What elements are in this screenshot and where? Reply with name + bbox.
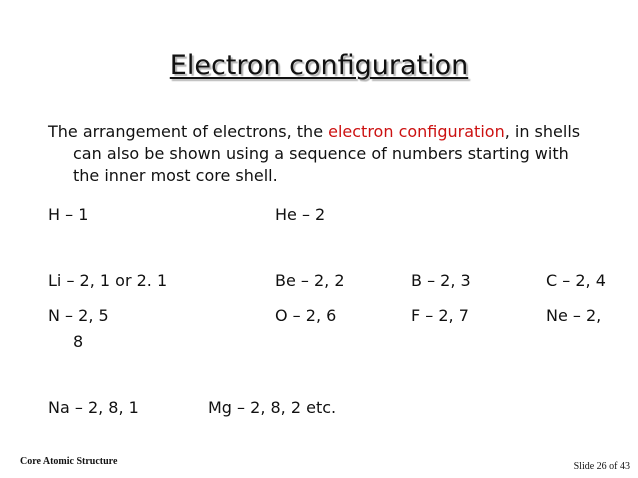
intro-text-before: The arrangement of electrons, the (48, 122, 329, 141)
intro-highlight-term: electron configuration (328, 122, 505, 141)
config-nitrogen (48, 305, 109, 353)
config-oxygen: O – 2, 6 (275, 306, 337, 325)
config-neon: Ne – 2, (546, 306, 602, 325)
config-magnesium: Mg – 2, 8, 2 etc. (208, 398, 337, 417)
footer-slide-number: Slide 26 of 43 (573, 461, 630, 472)
config-carbon: C – 2, 4 (546, 271, 606, 290)
intro-text-after: , in shells (504, 122, 581, 141)
config-sodium: Na – 2, 8, 1 (48, 398, 139, 417)
slide-title: Electron configuration (169, 50, 469, 81)
config-nitrogen-line-1: N – 2, 5 (48, 306, 109, 325)
config-boron: B – 2, 3 (411, 271, 471, 290)
config-hydrogen: H – 1 (48, 205, 89, 224)
intro-line-3: the inner most core shell. (73, 166, 278, 185)
intro-line-2: can also be shown using a sequence of numbers starting with (73, 144, 569, 163)
config-lithium: Li – 2, 1 or 2. 1 (48, 271, 168, 290)
config-helium: He – 2 (275, 205, 326, 224)
config-nitrogen-line-2: 8 (73, 332, 84, 351)
footer-course-title: Core Atomic Structure (20, 456, 118, 467)
config-beryllium: Be – 2, 2 (275, 271, 345, 290)
intro-paragraph (48, 121, 580, 187)
config-fluorine: F – 2, 7 (411, 306, 469, 325)
